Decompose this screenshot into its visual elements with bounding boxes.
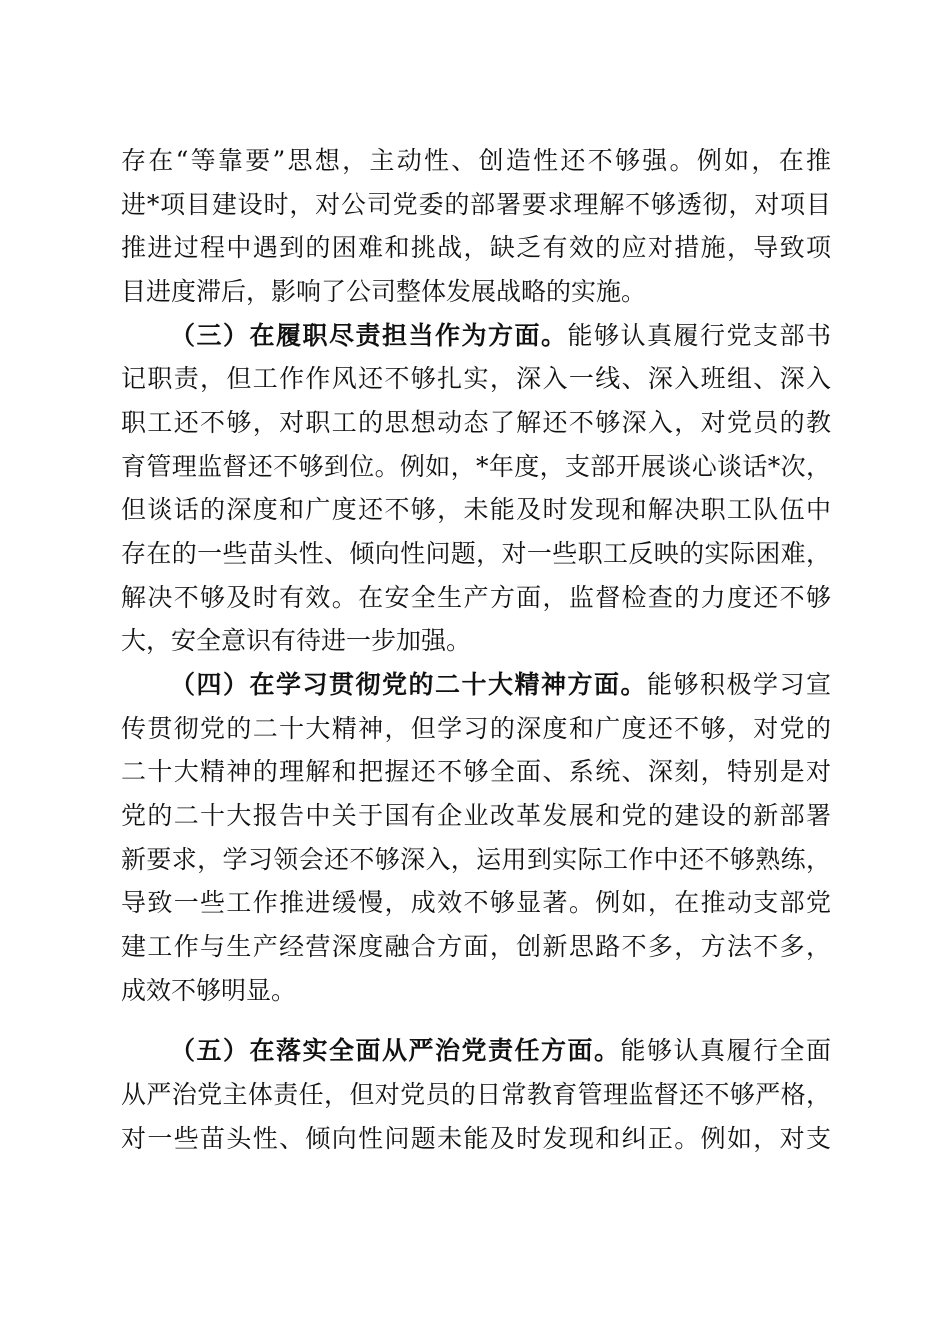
text-line: 但谈话的深度和广度还不够，未能及时发现和解决职工队伍中 — [121, 495, 831, 524]
text-line: 党的二十大报告中关于国有企业改革发展和党的建设的新部署 — [121, 801, 831, 830]
text-line: 解决不够及时有效。在安全生产方面，监督检查的力度还不够 — [121, 583, 831, 612]
text-line: 记职责，但工作作风还不够扎实，深入一线、深入班组、深入 — [121, 364, 831, 393]
text-line: 成效不够明显。 — [121, 976, 297, 1005]
text-line: 建工作与生产经营深度融合方面，创新思路不多，方法不多， — [121, 932, 831, 961]
text-line: 存在“等靠要”思想，主动性、创造性还不够强。例如，在推 — [121, 146, 831, 175]
text-line: 导致一些工作推进缓慢，成效不够显著。例如，在推动支部党 — [121, 888, 831, 917]
section-3-first-line — [170, 321, 831, 351]
text-line: 存在的一些苗头性、倾向性问题，对一些职工反映的实际困难， — [121, 539, 831, 568]
text-line: 大，安全意识有待进一步加强。 — [121, 626, 472, 655]
section-4-first-line — [170, 670, 831, 700]
section-5-first-line — [170, 1036, 831, 1066]
text-line: 目进度滞后，影响了公司整体发展战略的实施。 — [121, 277, 647, 306]
text-line: 传贯彻党的二十大精神，但学习的深度和广度还不够，对党的 — [121, 714, 831, 743]
text-line: 进*项目建设时，对公司党委的部署要求理解不够透彻，对项目 — [121, 190, 831, 219]
text-line: 育管理监督还不够到位。例如，*年度，支部开展谈心谈话*次， — [121, 452, 831, 481]
text-line: 对一些苗头性、倾向性问题未能及时发现和纠正。例如，对支 — [121, 1124, 831, 1153]
section-3-heading: （三）在履职尽责担当作为方面。 — [170, 321, 568, 350]
section-4-first-line-rest: 能够积极学习宣 — [646, 670, 831, 699]
section-5-heading: （五）在落实全面从严治党责任方面。 — [170, 1036, 621, 1065]
section-3-first-line-rest: 能够认真履行党支部书 — [567, 321, 831, 350]
text-line: 从严治党主体责任，但对党员的日常教育管理监督还不够严格， — [121, 1080, 831, 1109]
text-line: 二十大精神的理解和把握还不够全面、系统、深刻，特别是对 — [121, 757, 831, 786]
text-line: 职工还不够，对职工的思想动态了解还不够深入，对党员的教 — [121, 408, 831, 437]
section-5-first-line-rest: 能够认真履行全面 — [620, 1036, 831, 1065]
text-line: 推进过程中遇到的困难和挑战，缺乏有效的应对措施，导致项 — [121, 233, 831, 262]
section-4-heading: （四）在学习贯彻党的二十大精神方面。 — [170, 670, 647, 699]
text-line: 新要求，学习领会还不够深入，运用到实际工作中还不够熟练， — [121, 845, 831, 874]
